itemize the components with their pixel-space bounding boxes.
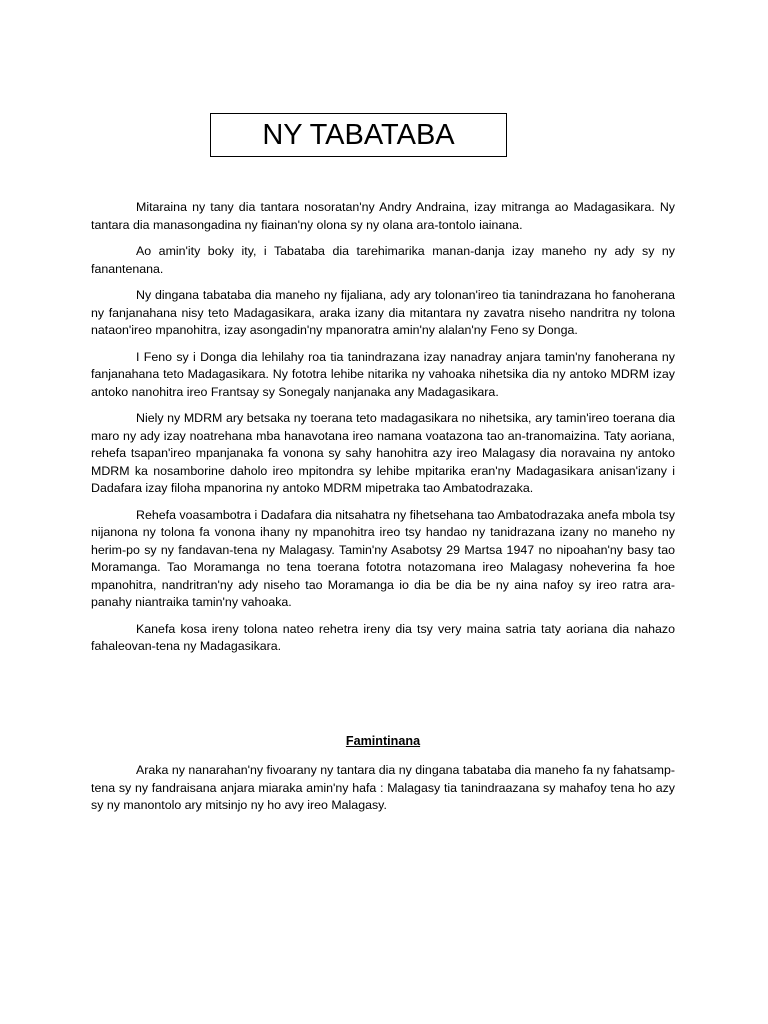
conclusion-text — [91, 762, 675, 824]
conclusion-paragraph: Araka ny nanarahan'ny fivoarany ny tantara dia ny dingana tabataba dia maneho fa ny fahatsamp-tena sy ny fandraisana anjara miaraka amin'ny hafa : Malagasy tia tanindraazana sy mahafoy tena ho azy sy ny manontolo ary mitsinjo ny ho avy ireo Malagasy. — [91, 763, 675, 812]
paragraph-4: I Feno sy i Donga dia lehilahy roa tia tanindrazana izay nanadray anjara tamin'ny fanoherana ny fanjanahana teto Madagasikara. Ny fototra lehibe nitarika ny vahoaka nihetsika dia ny antoko MDRM izay antoko nanohitra ireo Frantsay sy Sonegaly nanjanaka any Madagasikara. — [91, 349, 675, 399]
body-text — [91, 199, 675, 665]
paragraph-5: Niely ny MDRM ary betsaka ny toerana teto madagasikara no nihetsika, ary tamin'ireo toerana dia maro ny ady izay noatrehana mba hanavotana ireo namana voatazona tao an-tranomaizina. Taty aoriana, rehefa tsapan'ireo mpanjanaka fa vonona sy sahy hanohitra azy ireo Malagasy dia noravaina ny antoko MDRM ka nosamborine daholo ireo mpitondra sy lehibe mpitarika eran'ny Madagasikara anisan'izany i Dadafara izay filoha mpanorina ny antoko MDRM mipetraka tao Ambatodrazaka. — [91, 411, 675, 495]
paragraph-6: Rehefa voasambotra i Dadafara dia nitsahatra ny fihetsehana tao Ambatodrazaka anefa mbola tsy nijanona ny tolona fa vonona ihany ny mpanohitra ireo tsy handao ny tanidrazana izany no maneho ny herim-po sy ny fandavan-tena ny Malagasy. Tamin'ny Asabotsy 29 Martsa 1947 no nipoahan'ny basy tao Moramanga. Tao Moramanga no tena toerana fototra notazomana ireo Malagasy noheverina fa hoe mpanohitra, nandritran'ny ady niseho tao Moramanga io dia be dia be ny aina nafoy sy ireo ratra ara-panahy niantraika tamin'ny vahoaka. — [91, 507, 675, 609]
paragraph-2: Ao amin'ity boky ity, i Tabataba dia tarehimarika manan-danja izay maneho ny ady sy ny fanantenana. — [91, 244, 675, 276]
document-title: NY TABATABA — [262, 118, 455, 151]
conclusion-heading: Famintinana — [345, 734, 421, 748]
paragraph-3: Ny dingana tabataba dia maneho ny fijaliana, ady ary tolonan'ireo tia tanindrazana ho fanoherana ny fanjanahana nisy teto Madagasikara, araka izany dia mitantara ny zavatra niseho nandritra ny tolona nataon'ireo mpanohitra, izay asongadin'ny mpanoratra amin'ny alalan'ny Feno sy Donga. — [91, 288, 675, 337]
title-box — [210, 113, 507, 157]
paragraph-7: Kanefa kosa ireny tolona nateo rehetra ireny dia tsy very maina satria taty aoriana dia nahazo fahaleovan-tena ny Madagasikara. — [91, 621, 675, 653]
paragraph-1: Mitaraina ny tany dia tantara nosoratan'ny Andry Andraina, izay mitranga ao Madagasikara. Ny tantara dia manasongadina ny fiainan'ny olona sy ny olana ara-tontolo iainana. — [91, 200, 675, 232]
